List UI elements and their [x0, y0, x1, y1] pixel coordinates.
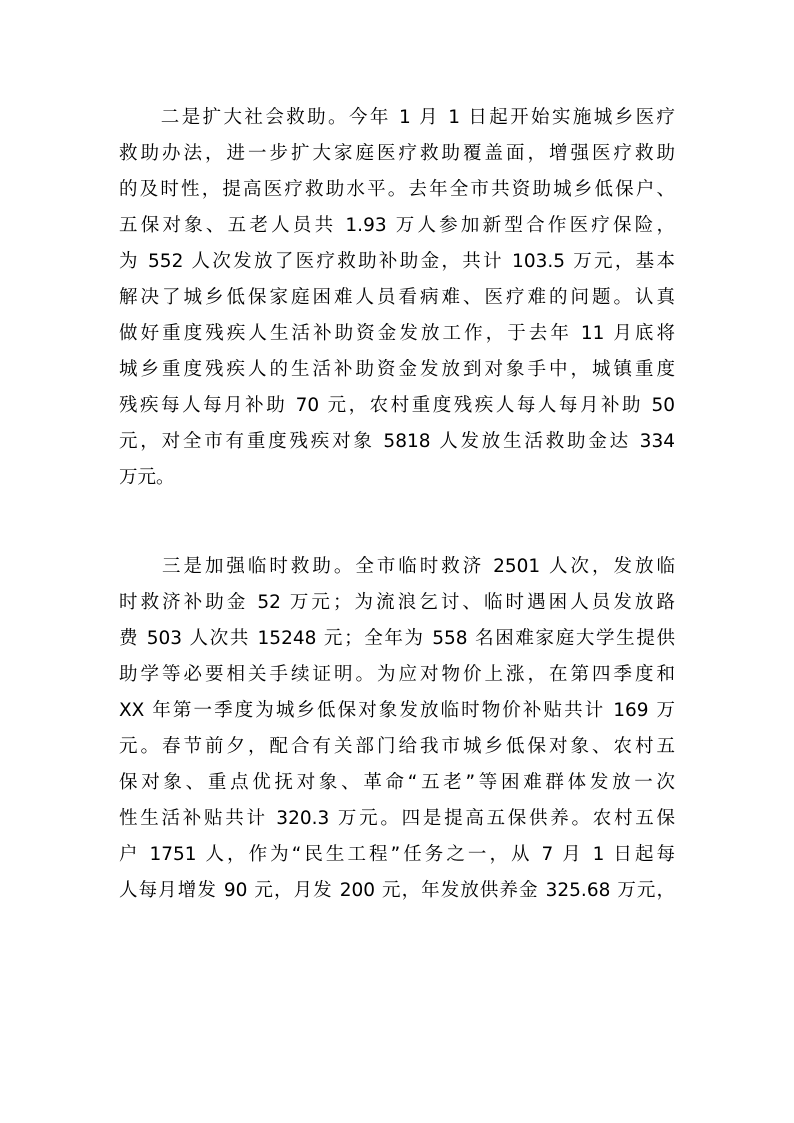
- paragraph-2-line-1: 三是加强临时救助。全市临时救济 2501 人次，发放临: [119, 556, 675, 577]
- paragraph-2-line-10: 人每月增发 90 元，月发 200 元，年发放供养金 325.68 万元，: [119, 880, 675, 901]
- paragraph-1-line-9: 残疾每人每月补助 70 元，农村重度残疾人每人每月补助 50: [119, 395, 675, 416]
- paragraph-1-line-10: 元，对全市有重度残疾对象 5818 人发放生活救助金达 334: [119, 431, 675, 452]
- paragraph-2-line-5: XX 年第一季度为城乡低保对象发放临时物价补贴共计 169 万: [119, 700, 675, 721]
- paragraph-2-line-8: 性生活补贴共计 320.3 万元。四是提高五保供养。农村五保: [119, 808, 675, 829]
- paragraph-1-line-3: 的及时性，提高医疗救助水平。去年全市共资助城乡低保户、: [119, 179, 675, 200]
- paragraph-1-line-8: 城乡重度残疾人的生活补助资金发放到对象手中，城镇重度: [119, 359, 675, 380]
- paragraph-1-line-2: 救助办法，进一步扩大家庭医疗救助覆盖面，增强医疗救助: [119, 143, 675, 164]
- paragraph-2-line-7: 保对象、重点优抚对象、革命“五老”等困难群体发放一次: [119, 772, 675, 793]
- paragraph-1-line-7: 做好重度残疾人生活补助资金发放工作，于去年 11 月底将: [119, 323, 675, 344]
- paragraph-1-line-1: 二是扩大社会救助。今年 1 月 1 日起开始实施城乡医疗: [119, 107, 675, 128]
- paragraph-2-line-3: 费 503 人次共 15248 元；全年为 558 名困难家庭大学生提供: [119, 628, 675, 649]
- paragraph-2-line-2: 时救济补助金 52 万元；为流浪乞讨、临时遇困人员发放路: [119, 592, 675, 613]
- paragraph-2-line-6: 元。春节前夕，配合有关部门给我市城乡低保对象、农村五: [119, 736, 675, 757]
- paragraph-1-line-5: 为 552 人次发放了医疗救助补助金，共计 103.5 万元，基本: [119, 251, 675, 272]
- paragraph-1-line-6: 解决了城乡低保家庭困难人员看病难、医疗难的问题。认真: [119, 287, 675, 308]
- paragraph-1-line-4: 五保对象、五老人员共 1.93 万人参加新型合作医疗保险，: [119, 215, 675, 236]
- paragraph-2-line-9: 户 1751 人，作为“民生工程”任务之一，从 7 月 1 日起每: [119, 844, 675, 865]
- paragraph-2-line-4: 助学等必要相关手续证明。为应对物价上涨，在第四季度和: [119, 664, 675, 685]
- paragraph-1-line-11: 万元。: [119, 467, 175, 488]
